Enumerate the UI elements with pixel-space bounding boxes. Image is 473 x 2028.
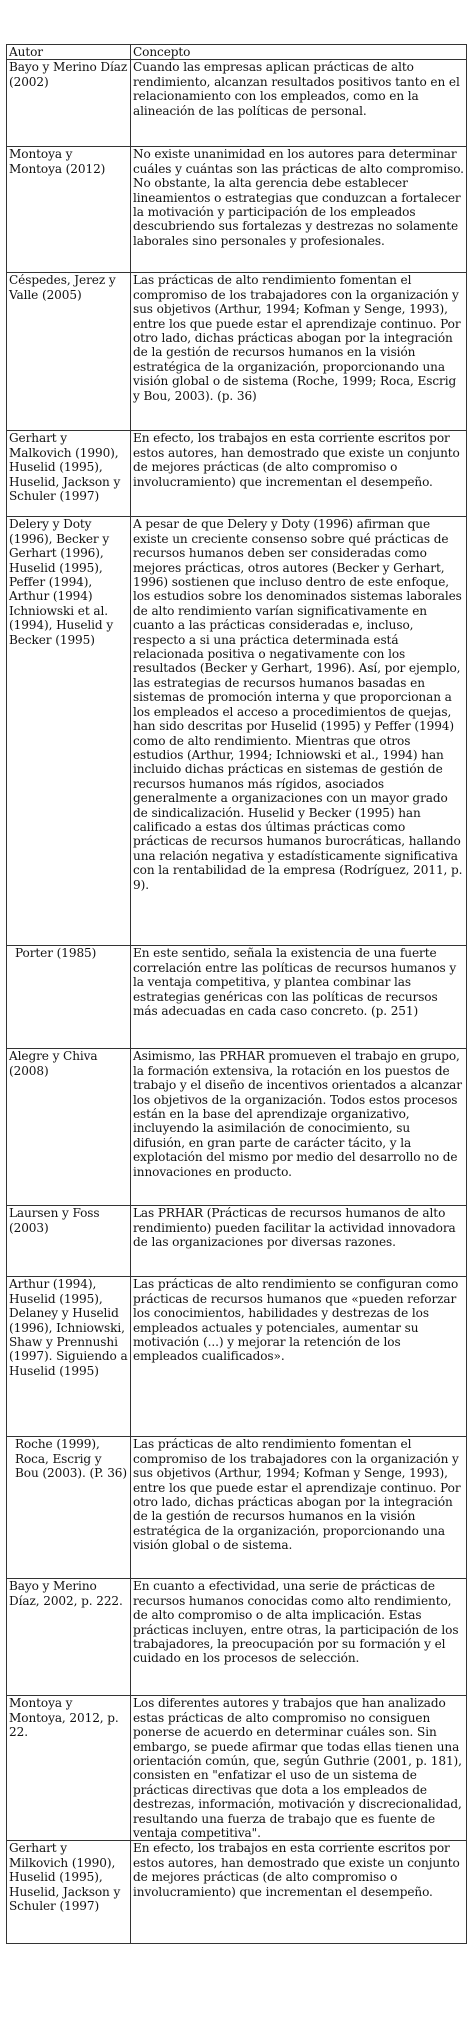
author-cell: Roche (1999), Roca, Escrig y Bou (2003). (P. 36) <box>7 1437 131 1579</box>
table-row <box>7 273 467 431</box>
table-row <box>7 60 467 147</box>
author-cell: Arthur (1994), Huselid (1995), Delaney y Huselid (1996), Ichniowski, Shaw y Prennushi (1997). Siguiendo a Huselid (1995) <box>7 1277 131 1437</box>
author-cell: Gerhart y Milkovich (1990), Huselid (1995), Huselid, Jackson y Schuler (1997) <box>7 1841 131 1944</box>
table-row <box>7 517 467 946</box>
concept-cell: Las prácticas de alto rendimiento se configuran como prácticas de recursos humanos que «pueden reforzar los conocimientos, habilidades y destrezas de los empleados actuales y potenciales, aumentar su motivación (...) y mejorar la retención de los empleados cualificados». <box>131 1277 467 1437</box>
table-row <box>7 1579 467 1696</box>
table-row <box>7 1437 467 1579</box>
concept-cell: No existe unanimidad en los autores para determinar cuáles y cuántas son las prácticas de alto compromiso. No obstante, la alta gerencia debe establecer lineamientos o estrategias que conduzcan a fortalecer la motivación y participación de los empleados descubriendo sus fortalezas y destrezas no solamente laborales sino personales y profesionales. <box>131 147 467 273</box>
concept-cell: En este sentido, señala la existencia de una fuerte correlación entre las políticas de recursos humanos y la ventaja competitiva, y plantea combinar las estrategias genéricas con las políticas de recursos más adecuadas en cada caso concreto. (p. 251) <box>131 946 467 1049</box>
table-header-row <box>7 45 467 60</box>
header-concept: Concepto <box>131 45 467 60</box>
author-cell: Montoya y Montoya (2012) <box>7 147 131 273</box>
author-cell: Porter (1985) <box>7 946 131 1049</box>
author-cell: Gerhart y Malkovich (1990), Huselid (1995), Huselid, Jackson y Schuler (1997) <box>7 431 131 517</box>
table-row <box>7 1841 467 1944</box>
concept-cell: En efecto, los trabajos en esta corriente escritos por estos autores, han demostrado que existe un conjunto de mejores prácticas (de alto compromiso o involucramiento) que incrementan el desempeño. <box>131 431 467 517</box>
concept-cell: Cuando las empresas aplican prácticas de alto rendimiento, alcanzan resultados positivos tanto en el relacionamiento con los empleados, como en la alineación de las políticas de personal. <box>131 60 467 147</box>
author-cell: Delery y Doty (1996), Becker y Gerhart (1996), Huselid (1995), Peffer (1994), Arthur (1994) Ichniowski et al. (1994), Huselid y Becker (1995) <box>7 517 131 946</box>
concept-cell: Las PRHAR (Prácticas de recursos humanos de alto rendimiento) pueden facilitar la actividad innovadora de las organizaciones por diversas razones. <box>131 1206 467 1277</box>
author-cell: Montoya y Montoya, 2012, p. 22. <box>7 1696 131 1841</box>
concept-cell: Asimismo, las PRHAR promueven el trabajo en grupo, la formación extensiva, la rotación en los puestos de trabajo y el diseño de incentivos orientados a alcanzar los objetivos de la organización. Todos estos procesos están en la base del aprendizaje organizativo, incluyendo la asimilación de conocimiento, su difusión, en gran parte de carácter tácito, y la explotación del mismo por medio del desarrollo no de innovaciones en producto. <box>131 1049 467 1206</box>
concept-cell: En cuanto a efectividad, una serie de prácticas de recursos humanos conocidas como alto rendimiento, de alto compromiso o de alta implicación. Estas prácticas incluyen, entre otras, la participación de los trabajadores, la preocupación por su formación y el cuidado en los procesos de selección. <box>131 1579 467 1696</box>
table-row <box>7 1696 467 1841</box>
table-row <box>7 946 467 1049</box>
table-row <box>7 1206 467 1277</box>
author-cell: Bayo y Merino Díaz (2002) <box>7 60 131 147</box>
author-cell: Bayo y Merino Díaz, 2002, p. 222. <box>7 1579 131 1696</box>
table-row <box>7 1049 467 1206</box>
table-row <box>7 1277 467 1437</box>
author-cell: Alegre y Chiva (2008) <box>7 1049 131 1206</box>
concept-cell: Las prácticas de alto rendimiento fomentan el compromiso de los trabajadores con la organización y sus objetivos (Arthur, 1994; Kofman y Senge, 1993), entre los que puede estar el aprendizaje continuo. Por otro lado, dichas prácticas abogan por la integración de la gestión de recursos humanos en la visión estratégica de la organización, proporcionando una visión global o de sistema. <box>131 1437 467 1579</box>
table-row <box>7 431 467 517</box>
concept-cell: Los diferentes autores y trabajos que han analizado estas prácticas de alto compromiso no consiguen ponerse de acuerdo en determinar cuáles son. Sin embargo, se puede afirmar que todas ellas tienen una orientación común, que, según Guthrie (2001, p. 181), consisten en "enfatizar el uso de un sistema de prácticas directivas que dota a los empleados de destrezas, información, motivación y discrecionalidad, resultando una fuerza de trabajo que es fuente de ventaja competitiva". <box>131 1696 467 1841</box>
concept-cell: A pesar de que Delery y Doty (1996) afirman que existe un creciente consenso sobre qué prácticas de recursos humanos deben ser consideradas como mejores prácticas, otros autores (Becker y Gerhart, 1996) sostienen que incluso dentro de este enfoque, los estudios sobre los denominados sistemas laborales de alto rendimiento varían significativamente en cuanto a las prácticas consideradas e, incluso, respecto a si una práctica determinada está relacionada positiva o negativamente con los resultados (Becker y Gerhart, 1996). Así, por ejemplo, las estrategias de recursos humanos basadas en sistemas de promoción interna y que proporcionan a los empleados el acceso a procedimientos de quejas, han sido descritas por Huselid (1995) y Peffer (1994) como de alto rendimiento. Mientras que otros estudios (Arthur, 1994; Ichniowski et al., 1994) han incluido dichas prácticas en sistemas de gestión de recursos humanos más rígidos, asociados generalmente a organizaciones con un mayor grado de sindicalización. Huselid y Becker (1995) han calificado a estas dos últimas prácticas como prácticas de recursos humanos burocráticas, hallando una relación negativa y estadísticamente significativa con la rentabilidad de la empresa (Rodríguez, 2011, p. 9). <box>131 517 467 946</box>
author-cell: Céspedes, Jerez y Valle (2005) <box>7 273 131 431</box>
authors-concepts-table <box>6 44 467 1944</box>
table-row <box>7 147 467 273</box>
author-cell: Laursen y Foss (2003) <box>7 1206 131 1277</box>
header-author: Autor <box>7 45 131 60</box>
concept-cell: Las prácticas de alto rendimiento fomentan el compromiso de los trabajadores con la organización y sus objetivos (Arthur, 1994; Kofman y Senge, 1993), entre los que puede estar el aprendizaje continuo. Por otro lado, dichas prácticas abogan por la integración de la gestión de recursos humanos en la visión estratégica de la organización, proporcionando una visión global o de sistema (Roche, 1999; Roca, Escrig y Bou, 2003). (p. 36) <box>131 273 467 431</box>
concept-cell: En efecto, los trabajos en esta corriente escritos por estos autores, han demostrado que existe un conjunto de mejores prácticas (de alto compromiso o involucramiento) que incrementan el desempeño. <box>131 1841 467 1944</box>
